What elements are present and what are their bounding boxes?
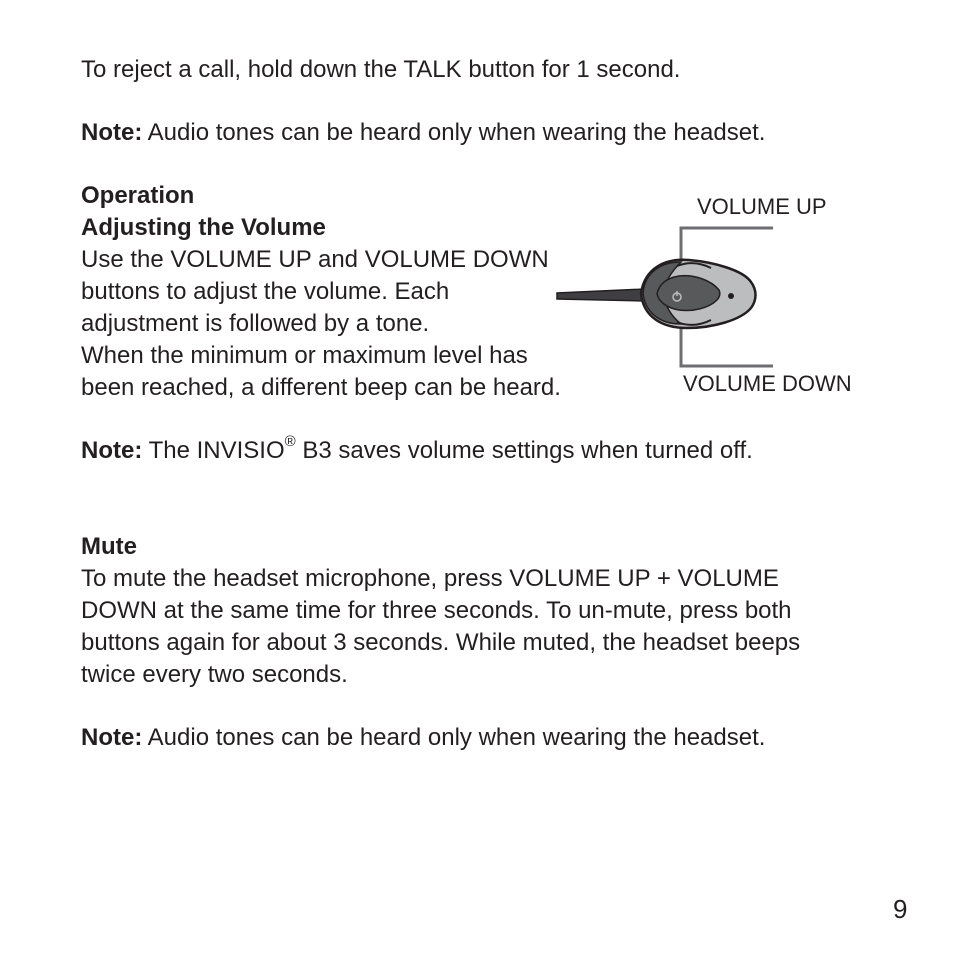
operation-text-line: buttons to adjust the volume. Each [81,278,450,305]
note-text: Audio tones can be heard only when wearing the headset. [142,119,766,146]
mute-text-line: buttons again for about 3 seconds. While muted, the headset beeps [81,629,801,656]
page-number: 9 [893,894,908,924]
mute-text-line: To mute the headset microphone, press VOLUME UP + VOLUME [81,565,779,592]
note-audio-tones [81,722,765,754]
note-label: Note: [81,724,143,751]
headset-illustration-icon [553,190,883,400]
note-label: Note: [81,437,143,464]
note-text: The INVISIO [142,437,285,464]
operation-text-line: been reached, a different beep can be heard. [81,374,561,401]
operation-text-line: adjustment is followed by a tone. [81,310,430,337]
note-text: Audio tones can be heard only when wearing the headset. [142,724,766,751]
reject-call-text: To reject a call, hold down the TALK button for 1 second. [81,56,681,83]
headset-figure [553,190,883,400]
volume-down-label: VOLUME DOWN [683,371,852,396]
note-label: Note: [81,119,143,146]
operation-text-line: Use the VOLUME UP and VOLUME DOWN [81,246,549,273]
mute-text-line: DOWN at the same time for three seconds. To un-mute, press both [81,597,792,624]
section-heading-mute: Mute [81,533,137,560]
section-heading-operation: Operation [81,182,195,209]
registered-mark: ® [284,433,296,450]
operation-text-line: When the minimum or maximum level has [81,342,528,369]
note-volume-settings [81,435,753,467]
mute-text-line: twice every two seconds. [81,661,348,688]
volume-up-label: VOLUME UP [697,194,827,219]
note-text: B3 saves volume settings when turned off. [295,437,753,464]
note-audio-tones [81,117,765,149]
subheading-adjusting-volume: Adjusting the Volume [81,214,326,241]
